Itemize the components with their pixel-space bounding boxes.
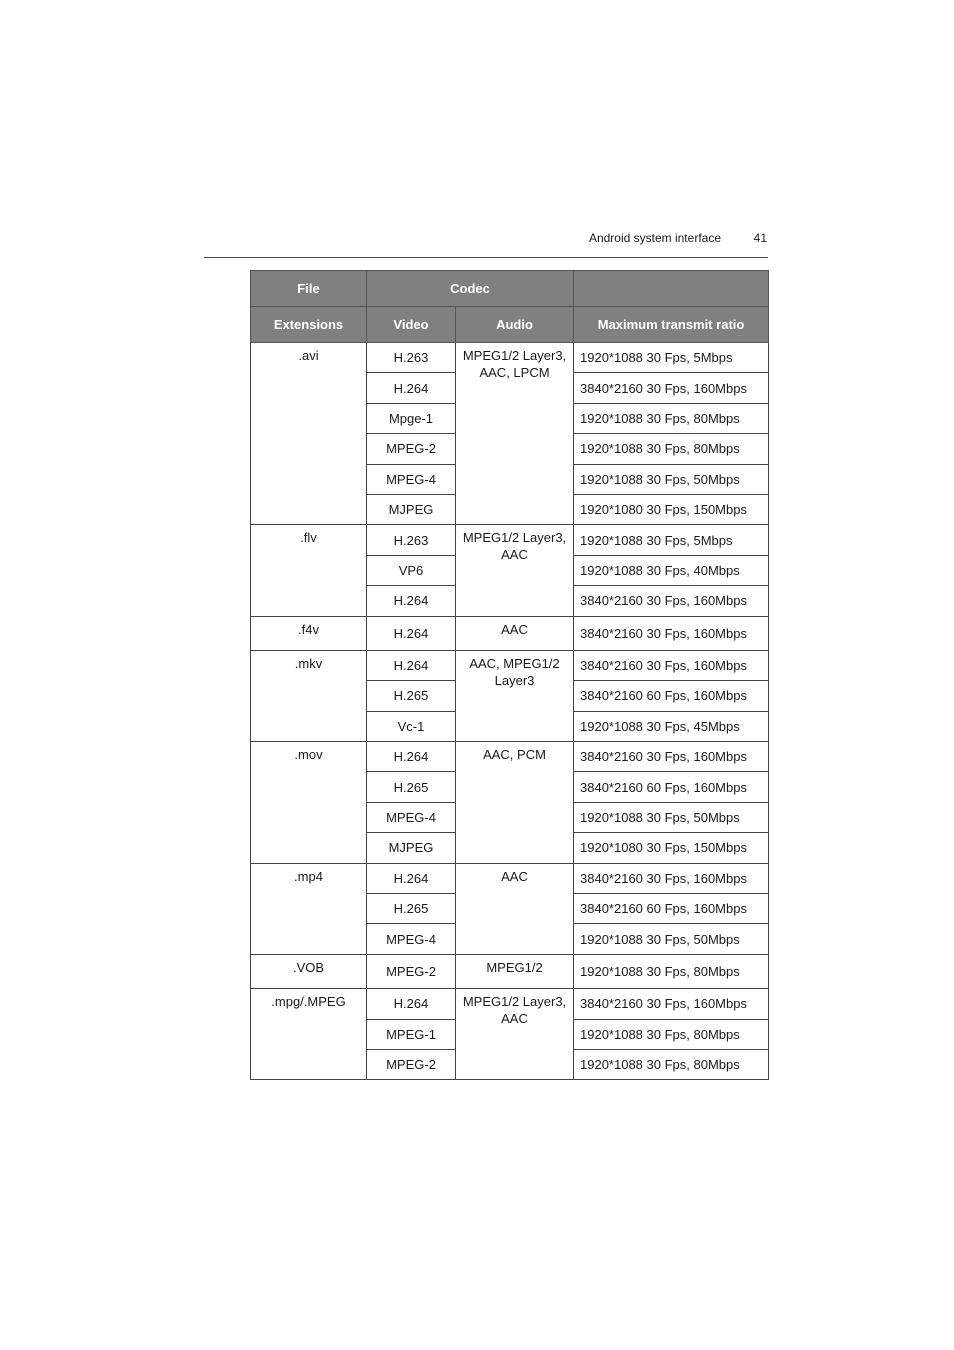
cell-max-transmit-ratio: 3840*2160 30 Fps, 160Mbps [574, 586, 769, 616]
cell-extension: .avi [251, 343, 367, 525]
table-row [251, 616, 769, 650]
header-codec: Codec [367, 271, 574, 307]
cell-video-codec: H.265 [367, 894, 456, 924]
cell-audio-codec: MPEG1/2 Layer3, AAC [456, 525, 574, 616]
cell-extension: .VOB [251, 954, 367, 988]
cell-extension: .mpg/.MPEG [251, 989, 367, 1080]
cell-video-codec: MPEG-4 [367, 464, 456, 494]
cell-video-codec: MPEG-1 [367, 1019, 456, 1049]
cell-video-codec: H.264 [367, 863, 456, 893]
cell-max-transmit-ratio: 1920*1088 30 Fps, 80Mbps [574, 1019, 769, 1049]
cell-max-transmit-ratio: 1920*1088 30 Fps, 50Mbps [574, 464, 769, 494]
cell-max-transmit-ratio: 3840*2160 30 Fps, 160Mbps [574, 373, 769, 403]
page-number: 41 [753, 231, 767, 245]
cell-video-codec: MPEG-2 [367, 954, 456, 988]
cell-video-codec: H.264 [367, 586, 456, 616]
header-max-transmit-ratio: Maximum transmit ratio [574, 307, 769, 343]
cell-video-codec: MPEG-4 [367, 802, 456, 832]
table-row [251, 525, 769, 555]
header-blank [574, 271, 769, 307]
header-video: Video [367, 307, 456, 343]
cell-audio-codec: AAC [456, 616, 574, 650]
cell-max-transmit-ratio: 1920*1088 30 Fps, 5Mbps [574, 343, 769, 373]
cell-video-codec: H.263 [367, 343, 456, 373]
cell-video-codec: H.264 [367, 650, 456, 680]
table-row [251, 954, 769, 988]
table-row [251, 650, 769, 680]
cell-video-codec: MPEG-4 [367, 924, 456, 954]
cell-max-transmit-ratio: 1920*1088 30 Fps, 50Mbps [574, 924, 769, 954]
cell-max-transmit-ratio: 3840*2160 30 Fps, 160Mbps [574, 650, 769, 680]
header-audio: Audio [456, 307, 574, 343]
cell-max-transmit-ratio: 3840*2160 60 Fps, 160Mbps [574, 681, 769, 711]
cell-video-codec: MPEG-2 [367, 1049, 456, 1079]
cell-video-codec: H.265 [367, 772, 456, 802]
cell-video-codec: H.263 [367, 525, 456, 555]
cell-max-transmit-ratio: 3840*2160 30 Fps, 160Mbps [574, 989, 769, 1019]
cell-audio-codec: MPEG1/2 Layer3, AAC [456, 989, 574, 1080]
cell-max-transmit-ratio: 1920*1080 30 Fps, 150Mbps [574, 833, 769, 863]
cell-audio-codec: MPEG1/2 Layer3, AAC, LPCM [456, 343, 574, 525]
section-title: Android system interface [588, 231, 721, 245]
cell-max-transmit-ratio: 1920*1088 30 Fps, 80Mbps [574, 954, 769, 988]
cell-max-transmit-ratio: 3840*2160 60 Fps, 160Mbps [574, 772, 769, 802]
cell-video-codec: H.264 [367, 616, 456, 650]
cell-video-codec: MJPEG [367, 833, 456, 863]
table-row [251, 989, 769, 1019]
cell-video-codec: H.264 [367, 742, 456, 772]
cell-audio-codec: AAC, MPEG1/2 Layer3 [456, 650, 574, 741]
cell-max-transmit-ratio: 1920*1088 30 Fps, 45Mbps [574, 711, 769, 741]
cell-max-transmit-ratio: 1920*1088 30 Fps, 40Mbps [574, 555, 769, 585]
cell-video-codec: Vc-1 [367, 711, 456, 741]
cell-max-transmit-ratio: 3840*2160 30 Fps, 160Mbps [574, 616, 769, 650]
page-header [204, 228, 768, 258]
cell-max-transmit-ratio: 1920*1088 30 Fps, 80Mbps [574, 434, 769, 464]
cell-audio-codec: MPEG1/2 [456, 954, 574, 988]
table-subheader-row [251, 307, 769, 343]
table-row [251, 863, 769, 893]
cell-max-transmit-ratio: 3840*2160 60 Fps, 160Mbps [574, 894, 769, 924]
cell-max-transmit-ratio: 1920*1088 30 Fps, 80Mbps [574, 1049, 769, 1079]
cell-max-transmit-ratio: 3840*2160 30 Fps, 160Mbps [574, 863, 769, 893]
cell-audio-codec: AAC, PCM [456, 742, 574, 864]
header-file: File [251, 271, 367, 307]
cell-max-transmit-ratio: 1920*1088 30 Fps, 5Mbps [574, 525, 769, 555]
cell-audio-codec: AAC [456, 863, 574, 954]
cell-video-codec: Mpge-1 [367, 403, 456, 433]
cell-video-codec: H.264 [367, 989, 456, 1019]
cell-max-transmit-ratio: 1920*1088 30 Fps, 50Mbps [574, 802, 769, 832]
cell-max-transmit-ratio: 1920*1088 30 Fps, 80Mbps [574, 403, 769, 433]
cell-extension: .mov [251, 742, 367, 864]
cell-extension: .mp4 [251, 863, 367, 954]
cell-extension: .mkv [251, 650, 367, 741]
cell-extension: .flv [251, 525, 367, 616]
cell-max-transmit-ratio: 3840*2160 30 Fps, 160Mbps [574, 742, 769, 772]
cell-video-codec: H.265 [367, 681, 456, 711]
table-header-row [251, 271, 769, 307]
cell-video-codec: H.264 [367, 373, 456, 403]
cell-video-codec: MPEG-2 [367, 434, 456, 464]
cell-extension: .f4v [251, 616, 367, 650]
table-row [251, 343, 769, 373]
cell-max-transmit-ratio: 1920*1080 30 Fps, 150Mbps [574, 494, 769, 524]
table-body [251, 343, 769, 1080]
table-row [251, 742, 769, 772]
cell-video-codec: VP6 [367, 555, 456, 585]
cell-video-codec: MJPEG [367, 494, 456, 524]
header-extensions: Extensions [251, 307, 367, 343]
codec-support-table [250, 270, 769, 1080]
